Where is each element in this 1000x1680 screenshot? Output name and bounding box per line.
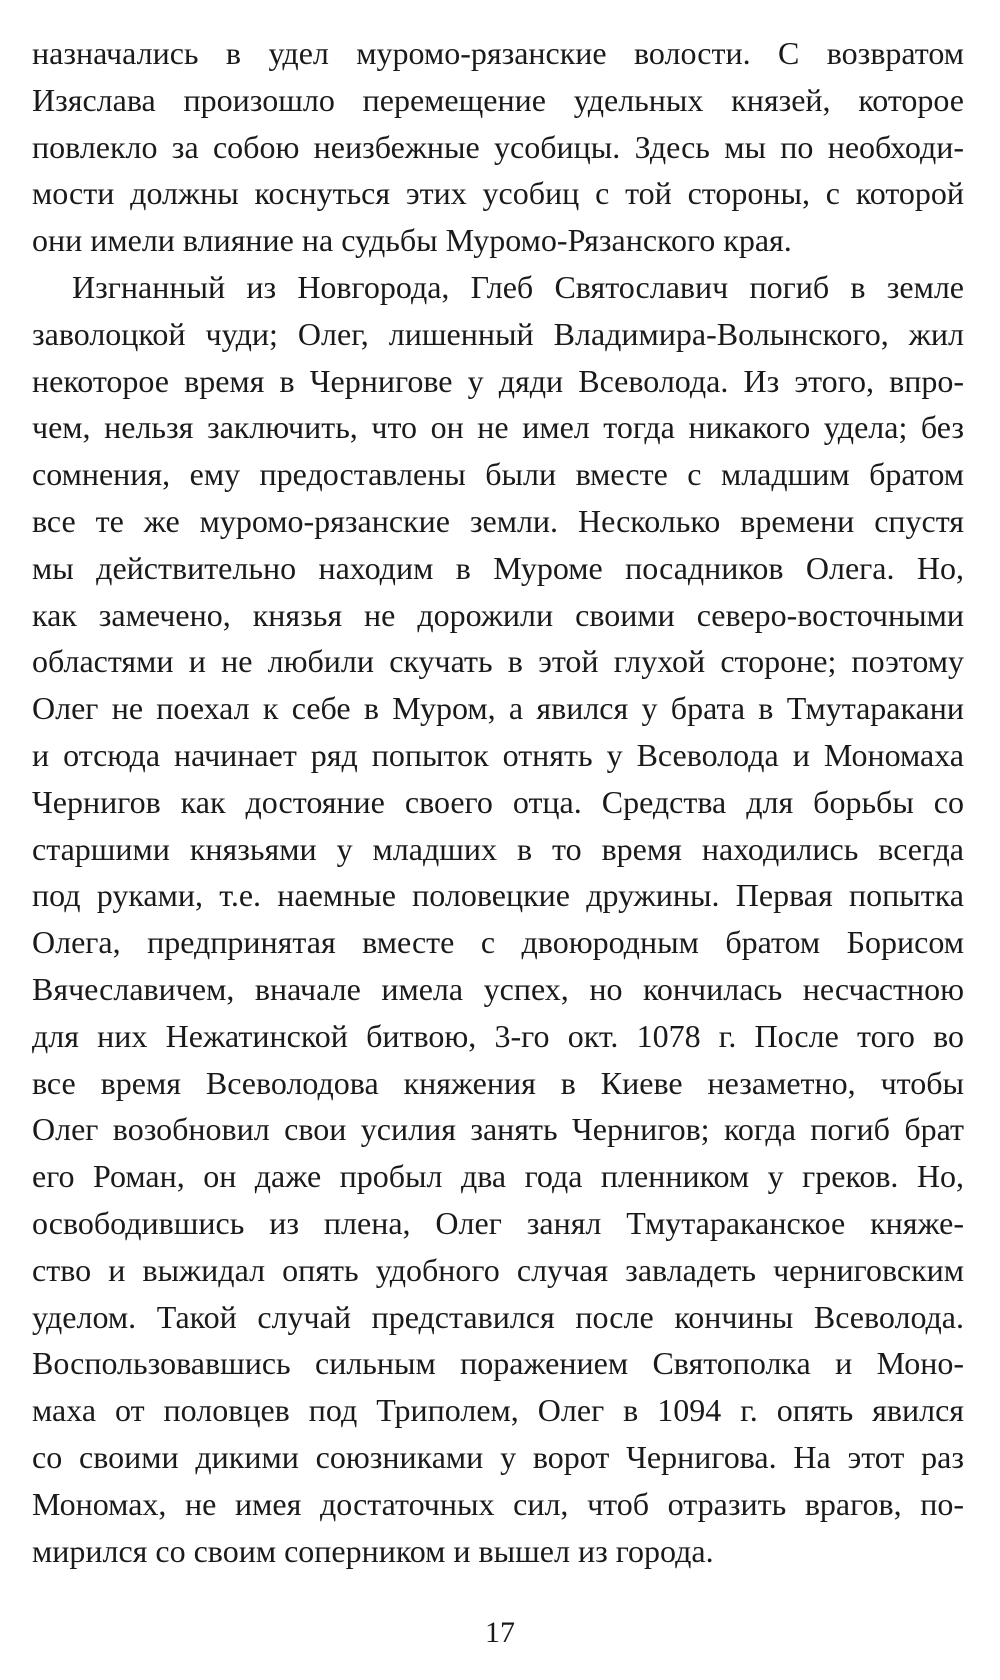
text-line: Олег возобновил свои усилия занять Чернигов; когда погиб брат [32, 1111, 964, 1148]
text-line: и отсюда начинает ряд попыток отнять у Всеволода и Мономаха [32, 736, 964, 773]
text-line: заволоцкой чуди; Олег, лишенный Владимира-Волынского, жил [32, 315, 964, 352]
text-line: мирился со своим соперником и вышел из города. [32, 1532, 714, 1569]
text-line: под руками, т.е. наемные половецкие дружины. Первая попытка [32, 877, 964, 914]
page-text [32, 30, 964, 1574]
text-line: некоторое время в Чернигове у дяди Всеволода. Из этого, впро- [32, 362, 964, 399]
paragraph-2 [32, 264, 964, 1574]
text-line: маха от половцев под Триполем, Олег в 1094 г. опять явился [32, 1392, 964, 1429]
paragraph-1 [32, 30, 964, 264]
text-line: назначались в удел муромо-рязанские волости. С возвратом [32, 35, 964, 71]
text-line: все время Всеволодова княжения в Киеве незаметно, чтобы [32, 1064, 964, 1101]
text-line: как замечено, князья не дорожили своими северо-восточными [32, 596, 964, 633]
text-line: для них Нежатинской битвою, 3-го окт. 1078 г. После того во [32, 1017, 964, 1054]
text-line: его Роман, он даже пробыл два года пленником у греков. Но, [32, 1158, 964, 1195]
text-line: со своими дикими союзниками у ворот Чернигова. На этот раз [32, 1438, 964, 1475]
text-line: Чернигов как достояние своего отца. Средства для борьбы со [32, 783, 964, 820]
text-line: чем, нельзя заключить, что он не имел тогда никакого удела; без [32, 409, 964, 446]
text-line: Вячеславичем, вначале имела успех, но кончилась несчастною [32, 970, 964, 1007]
text-line: они имели влияние на судьбы Муромо-Рязанского края. [32, 222, 792, 259]
text-line: Изяслава произошло перемещение удельных князей, которое [32, 81, 964, 118]
text-line: уделом. Такой случай представился после кончины Всеволода. [32, 1298, 964, 1335]
text-line: Олега, предпринятая вместе с двоюродным братом Борисом [32, 924, 964, 961]
text-line: мы действительно находим в Муроме посадников Олега. Но, [32, 549, 964, 586]
page-number: 17 [485, 1616, 515, 1649]
text-line: сомнения, ему предоставлены были вместе с младшим братом [32, 456, 964, 493]
text-line: Воспользовавшись сильным поражением Святополка и Моно- [32, 1345, 964, 1382]
text-line: ство и выжидал опять удобного случая завладеть черниговским [32, 1251, 964, 1288]
text-line: освободившись из плена, Олег занял Тмутараканское княже- [32, 1204, 964, 1241]
text-line: повлекло за собою неизбежные усобицы. Здесь мы по необходи- [32, 128, 964, 165]
text-line: Изгнанный из Новгорода, Глеб Святославич погиб в земле [72, 268, 964, 305]
text-line: старшими князьями у младших в то время находились всегда [32, 830, 964, 867]
text-line: Олег не поехал к себе в Муром, а явился у брата в Тмутаракани [32, 690, 964, 727]
text-line: областями и не любили скучать в этой глухой стороне; поэтому [32, 643, 964, 680]
text-line: Мономах, не имея достаточных сил, чтоб отразить врагов, по- [32, 1485, 964, 1522]
text-line: все те же муромо-рязанские земли. Несколько времени спустя [32, 502, 964, 539]
text-line: мости должны коснуться этих усобиц с той стороны, с которой [32, 175, 964, 212]
